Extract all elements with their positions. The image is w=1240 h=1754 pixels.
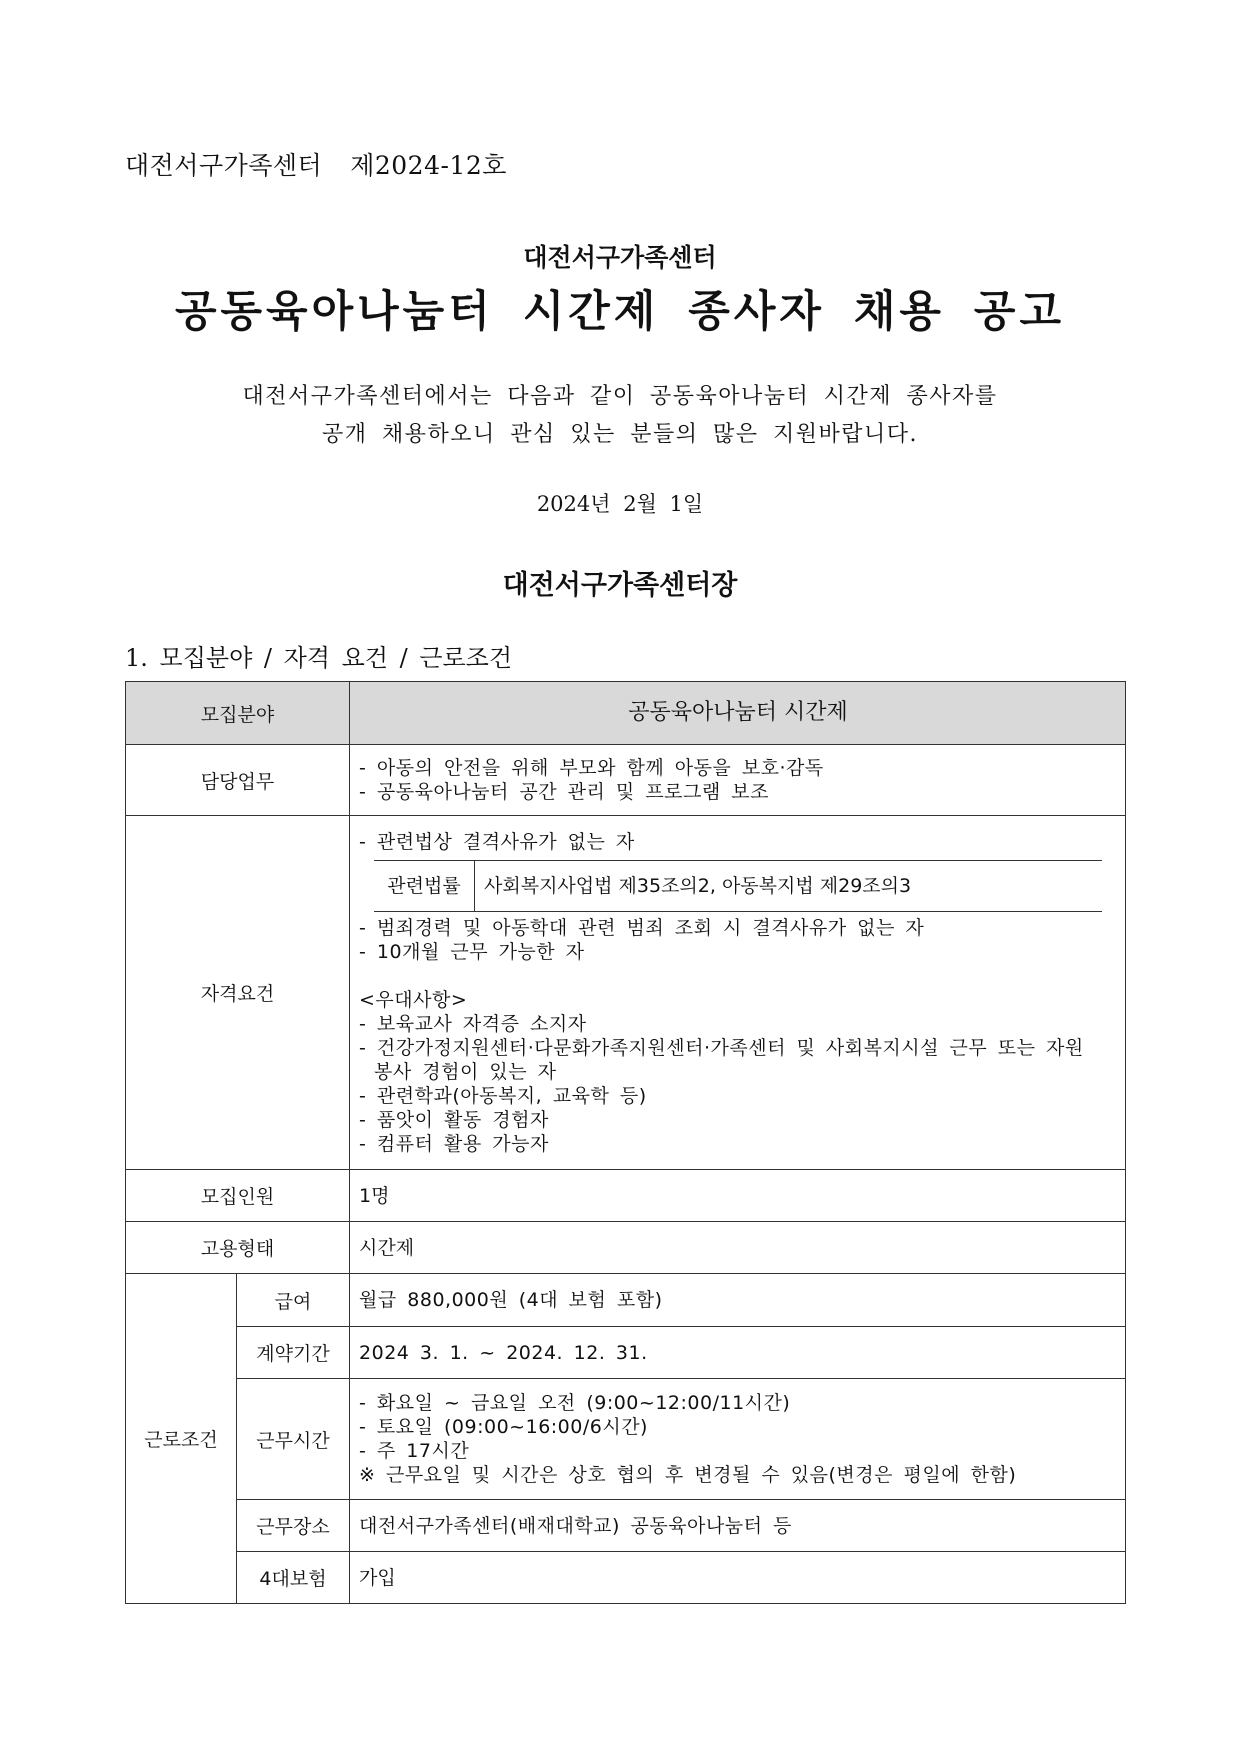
table-row-qualifications [126, 816, 1126, 1170]
table-row-headcount [126, 1170, 1126, 1222]
spacer [359, 964, 1117, 988]
hours-cell [350, 1379, 1126, 1500]
intro-line-1: 대전서구가족센터에서는 다음과 같이 공동육아나눔터 시간제 종사자를 [242, 384, 998, 409]
intro-line-2: 공개 채용하오니 관심 있는 분들의 많은 지원바랍니다. [322, 422, 918, 447]
preference-item: - 품앗이 활동 경험자 [359, 1108, 549, 1131]
hours-item: - 화요일 ~ 금요일 오전 (9:00~12:00/11시간) [359, 1392, 791, 1414]
related-law-box [374, 860, 1102, 912]
hours-item: - 토요일 (09:00~16:00/6시간) [359, 1416, 648, 1438]
hours-note: ※ 근무요일 및 시간은 상호 협의 후 변경될 수 있음(변경은 평일에 한함) [359, 1464, 1017, 1486]
header-org: 대전서구가족센터 [125, 151, 323, 180]
hours-label: 근무시간 [237, 1379, 350, 1500]
duties-cell [350, 745, 1126, 816]
intro-paragraph [0, 378, 1240, 454]
preference-item: - 관련학과(아동복지, 교육학 등) [359, 1084, 647, 1107]
duty-item: - 아동의 안전을 위해 부모와 함께 아동을 보호·감독 [359, 757, 824, 779]
duty-item: - 공동육아나눔터 공간 관리 및 프로그램 보조 [359, 781, 769, 803]
headcount-label: 모집인원 [126, 1170, 350, 1222]
qual-item: - 범죄경력 및 아동학대 관련 범죄 조회 시 결격사유가 없는 자 [359, 916, 925, 939]
field-value: 공동육아나눔터 시간제 [350, 682, 1126, 745]
table-row-hours [126, 1379, 1126, 1500]
page-title: 공동육아나눔터 시간제 종사자 채용 공고 [174, 287, 1066, 337]
place-label: 근무장소 [237, 1500, 350, 1552]
contract-label: 계약기간 [237, 1327, 350, 1379]
qualifications-label: 자격요건 [126, 816, 350, 1170]
table-row-place [126, 1500, 1126, 1552]
law-text: 사회복지사업법 제35조의2, 아동복지법 제29조의3 [484, 874, 912, 897]
field-label: 모집분야 [126, 682, 350, 745]
headcount-value: 1명 [350, 1170, 1126, 1222]
announcement-date: 2024년 2월 1일 [536, 492, 704, 516]
employment-value: 시간제 [350, 1222, 1126, 1274]
table-row-field [126, 682, 1126, 745]
section-heading: 1. 모집분야 / 자격 요건 / 근로조건 [125, 644, 513, 672]
preference-item: - 컴퓨터 활용 가능자 [359, 1132, 549, 1155]
table-row-duties [126, 745, 1126, 816]
document-number [125, 146, 507, 182]
preference-item: 봉사 경험이 있는 자 [374, 1060, 557, 1083]
table-row-salary [126, 1274, 1126, 1327]
header-doc-no: 제2024-12호 [350, 151, 507, 180]
recruitment-table [125, 681, 1126, 1604]
table-row-employment [126, 1222, 1126, 1274]
employment-label: 고용형태 [126, 1222, 350, 1274]
contract-value: 2024 3. 1. ~ 2024. 12. 31. [350, 1327, 1126, 1379]
preference-item: - 보육교사 자격증 소지자 [359, 1012, 587, 1035]
conditions-label: 근로조건 [126, 1274, 237, 1604]
preference-title: <우대사항> [359, 988, 468, 1011]
org-title: 대전서구가족센터 [523, 243, 717, 272]
salary-label: 급여 [237, 1274, 350, 1327]
signer: 대전서구가족센터장 [502, 570, 738, 601]
insurance-label: 4대보험 [237, 1552, 350, 1604]
qualifications-cell [350, 816, 1126, 1170]
qual-item: - 관련법상 결격사유가 없는 자 [359, 830, 635, 853]
hours-item: - 주 17시간 [359, 1440, 470, 1462]
table-row-insurance [126, 1552, 1126, 1604]
salary-value: 월급 880,000원 (4대 보험 포함) [350, 1274, 1126, 1327]
insurance-value: 가입 [350, 1552, 1126, 1604]
preference-item: - 건강가정지원센터·다문화가족지원센터·가족센터 및 사회복지시설 근무 또는 자원 [359, 1036, 1084, 1059]
duties-label: 담당업무 [126, 745, 350, 816]
table-row-contract [126, 1327, 1126, 1379]
law-label: 관련법률 [374, 861, 475, 911]
place-value: 대전서구가족센터(배재대학교) 공동육아나눔터 등 [350, 1500, 1126, 1552]
qual-item: - 10개월 근무 가능한 자 [359, 940, 585, 963]
